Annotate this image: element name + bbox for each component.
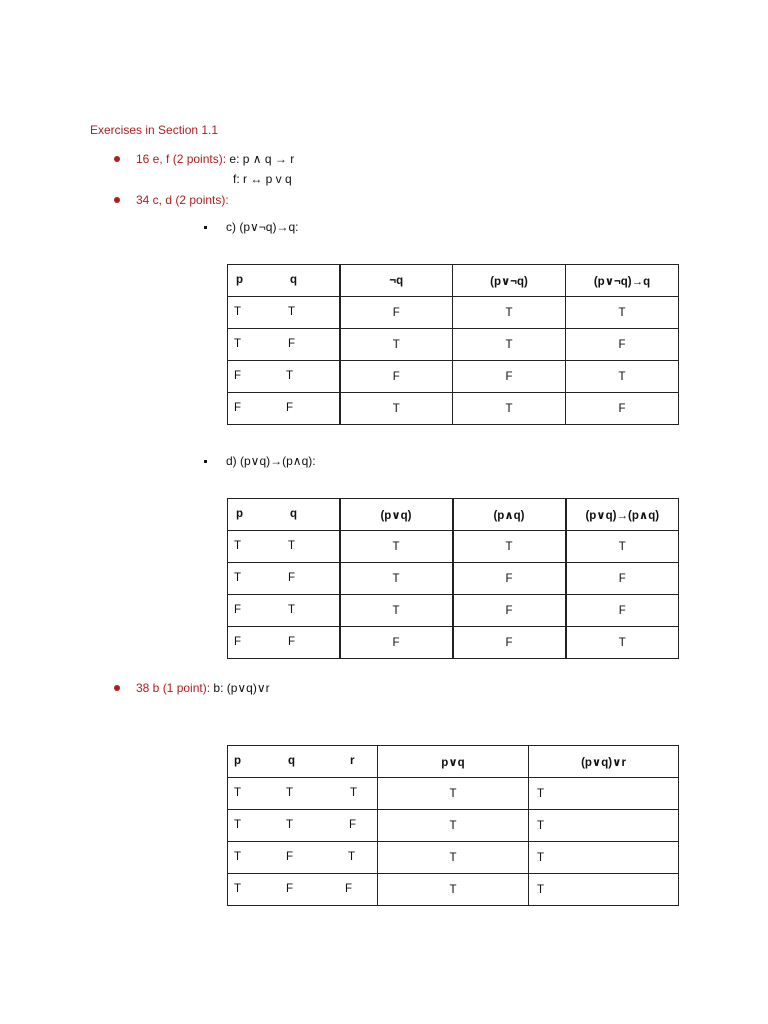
square-bullet-icon	[204, 460, 207, 463]
cell: T	[234, 787, 242, 799]
table-row	[228, 810, 679, 842]
cell: T	[566, 297, 679, 329]
bullet-icon	[114, 156, 120, 162]
cell: T	[529, 778, 679, 810]
cell: F	[234, 636, 242, 648]
cell: T	[234, 883, 242, 895]
cell: T	[234, 540, 242, 552]
table-row	[228, 361, 679, 393]
cell: F	[286, 883, 294, 895]
cell: T	[378, 842, 529, 874]
cell: T	[378, 778, 529, 810]
cell: F	[286, 402, 294, 414]
header-p: p	[236, 508, 244, 520]
cell: F	[286, 851, 294, 863]
cell: T	[340, 329, 453, 361]
cell: F	[566, 595, 679, 627]
pq-header-cell	[228, 265, 340, 297]
cell: T	[340, 393, 453, 425]
table-row	[228, 778, 679, 810]
cell: T	[288, 540, 296, 552]
header-implication: (p∨q)→(p∧q)	[566, 499, 679, 531]
table-row	[228, 393, 679, 425]
cell: F	[566, 329, 679, 361]
cell: F	[453, 595, 566, 627]
table-row	[228, 595, 679, 627]
header-r: r	[350, 755, 355, 767]
cell: T	[234, 306, 242, 318]
cell: T	[234, 819, 242, 831]
header-p-or-q: p∨q	[378, 746, 529, 778]
cell: T	[340, 531, 453, 563]
cell: F	[288, 572, 296, 584]
pqr-header-cell	[228, 746, 378, 778]
cell: F	[349, 819, 357, 831]
cell: T	[288, 604, 296, 616]
cell: T	[350, 787, 358, 799]
cell: F	[234, 604, 242, 616]
exercise-38-b: b: (p∨q)∨r	[213, 681, 270, 695]
table-header-row	[228, 499, 679, 531]
table-row	[228, 842, 679, 874]
bullet-icon	[114, 685, 120, 691]
pq-header-cell	[228, 499, 340, 531]
subitem-c: c) (p∨¬q)→q:	[226, 220, 299, 234]
cell: T	[378, 810, 529, 842]
header-q: q	[290, 508, 298, 520]
cell: T	[566, 531, 679, 563]
cell: T	[453, 297, 566, 329]
cell: T	[234, 572, 242, 584]
cell: F	[566, 563, 679, 595]
cell: F	[453, 361, 566, 393]
cell: F	[340, 627, 453, 659]
cell: F	[566, 393, 679, 425]
cell: F	[345, 883, 353, 895]
exercise-34-label: 34 c, d (2 points):	[136, 193, 229, 207]
cell: F	[288, 636, 296, 648]
truth-table-c	[227, 264, 679, 425]
cell: T	[286, 819, 294, 831]
header-p-and-q: (p∧q)	[453, 499, 566, 531]
cell: F	[234, 370, 242, 382]
bullet-icon	[114, 197, 120, 203]
cell: T	[288, 306, 296, 318]
cell: T	[529, 874, 679, 906]
header-p: p	[234, 755, 242, 767]
subitem-d: d) (p∨q)→(p∧q):	[226, 454, 316, 468]
exercise-16	[136, 152, 294, 166]
cell: T	[348, 851, 356, 863]
cell: F	[340, 297, 453, 329]
header-not-q: ¬q	[340, 265, 453, 297]
header-p: p	[236, 274, 244, 286]
section-heading: Exercises in Section 1.1	[90, 123, 219, 137]
cell: T	[234, 338, 242, 350]
table-header-row	[228, 265, 679, 297]
header-q: q	[288, 755, 296, 767]
cell: T	[529, 810, 679, 842]
cell: T	[453, 329, 566, 361]
table-header-row	[228, 746, 679, 778]
header-implication: (p∨¬q)→q	[566, 265, 679, 297]
table-row	[228, 563, 679, 595]
exercise-16-e: e: p ∧ q → r	[229, 152, 295, 166]
cell: T	[453, 531, 566, 563]
header-p-or-q: (p∨q)	[340, 499, 453, 531]
cell: T	[340, 563, 453, 595]
cell: T	[566, 361, 679, 393]
cell: F	[340, 361, 453, 393]
cell: F	[453, 627, 566, 659]
cell: T	[453, 393, 566, 425]
cell: F	[234, 402, 242, 414]
cell: F	[453, 563, 566, 595]
cell: T	[234, 851, 242, 863]
cell: F	[288, 338, 296, 350]
exercise-38-label: 38 b (1 point):	[136, 681, 211, 695]
exercise-38	[136, 681, 270, 695]
header-p-or-not-q: (p∨¬q)	[453, 265, 566, 297]
table-row	[228, 874, 679, 906]
table-row	[228, 627, 679, 659]
cell: T	[378, 874, 529, 906]
cell: T	[286, 370, 294, 382]
truth-table-d	[227, 498, 679, 659]
cell: T	[566, 627, 679, 659]
header-p-or-q-or-r: (p∨q)∨r	[529, 746, 679, 778]
truth-table-38b	[227, 745, 679, 906]
exercise-16-label: 16 e, f (2 points):	[136, 152, 227, 166]
exercise-16-f: f: r ↔ p v q	[233, 172, 292, 186]
cell: T	[529, 842, 679, 874]
table-row	[228, 531, 679, 563]
cell: T	[286, 787, 294, 799]
square-bullet-icon	[204, 226, 207, 229]
cell: T	[340, 595, 453, 627]
table-row	[228, 329, 679, 361]
table-row	[228, 297, 679, 329]
header-q: q	[290, 274, 298, 286]
